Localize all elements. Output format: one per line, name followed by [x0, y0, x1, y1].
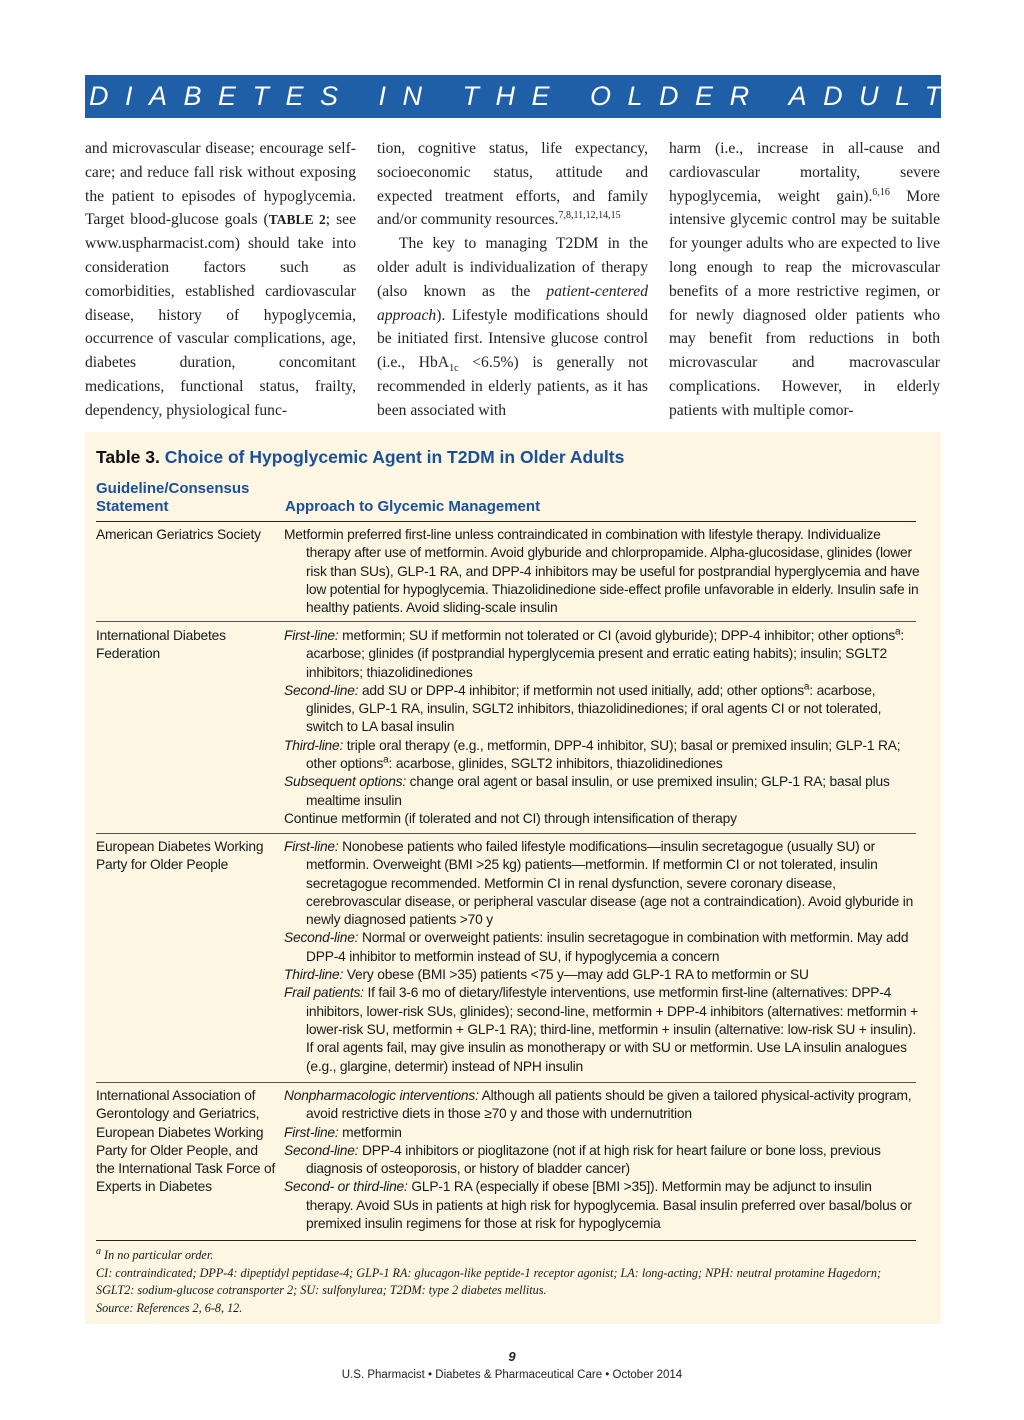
approach-cell: Metformin preferred first-line unless contraindicated in combination with lifestyle therapy. Individualize therapy after use of metformin. Avoid glyburide and chlorpropamide. Alpha-glucosidase, glinides (lower risk than SUs), GLP-1 RA, and DPP-4 inhibitors may be useful for postprandial hyperglycemia and have low potential for hypoglycemia. Thiazolidinedione side-effect profile unfavorable in elderly. Insulin safe in healthy patients. Avoid sliding-scale insulin — [284, 527, 920, 616]
section-banner — [85, 75, 958, 118]
guideline-cell: International Diabetes Federation — [96, 628, 226, 662]
table-reference: TABLE 2 — [268, 212, 326, 228]
guideline-cell: American Geriatrics Society — [96, 527, 261, 542]
body-column-1 — [85, 137, 356, 423]
approach-cell: First-line: Nonobese patients who failed lifestyle modifications—insulin secretagogue (usually SU) or metformin. Overweight (BMI >25 kg) patients—metformin. If metformin CI or not tolerated, insulin secretagogue recommended. Metformin CI in renal dysfunction, severe coronary disease, cerebrovascular disease, or peripheral vascular disease (age not a contraindication). Avoid glyburide in newly diagnosed patients >70 y Second-line: Normal or overweight patients: insulin secretagogue in combination with metformin. May add DPP-4 inhibitor to metformin instead of SU, if hypoglycemia a concern Third-line: Very obese (BMI >35) patients <75 y—may add GLP-1 RA to metformin or SU Frail patients: If fail 3-6 mo of dietary/lifestyle interventions, use metformin first-line (alternatives: DPP-4 inhibitors, lower-risk SUs, glinides); second-line, metformin + DPP-4 inhibitors (alternatives: metformin + lower-risk SU, metformin + GLP-1 RA); third-line, metformin + insulin (alternative: low-risk SU + insulin). If oral agents fail, may give insulin as monotherapy or with SU or metformin. Use LA insulin analogues (e.g., glargine, determir) instead of NPH insulin — [284, 839, 918, 1074]
citation: 6,16 — [872, 186, 890, 198]
paragraph: harm (i.e., increase in all-cause and cardiovascular mortality, severe hypoglycemia, weight gain).$^{6,16}$ More intensive glycemic control may be suitable for younger adults who are expected to live long enough to reap the microvascular benefits of a more restrictive regimen, or for newly diagnosed older patients who may benefit from reductions in both microvascular and macrovascular complications. However, in elderly patients with multiple comor- — [669, 140, 940, 419]
paragraph: tion, cognitive status, life expectancy, socioeconomic status, attitude and expected treatment efforts, and family and/or community resources.$^{7,8,11,12,14,15}$ — [377, 140, 648, 229]
page-number: 9 — [508, 1349, 516, 1364]
approach-cell: First-line: metformin; SU if metformin not tolerated or CI (avoid glyburide); DPP-4 inhibitor; other options$^a$: acarbose; glinides (if postprandial hyperglycemia present and erratic eating habits); insulin; SGLT2 inhibitors; thiazolidinediones Second-line: add SU or DPP-4 inhibitor; if metformin not used initially, add; other options$^a$: acarbose, glinides, GLP-1 RA, insulin, SGLT2 inhibitors, thiazolidinediones; if oral agents CI or not tolerated, switch to LA basal insulin Third-line: triple oral therapy (e.g., metformin, DPP-4 inhibitor, SU); basal or premixed insulin; GLP-1 RA; other options$^a$: acarbose, glinides, SGLT2 inhibitors, thiazolidinediones Subsequent options: change oral agent or basal insulin, or use premixed insulin; GLP-1 RA; basal plus mealtime insulin Continue metformin (if tolerated and not CI) through intensification of therapy — [284, 626, 905, 826]
table-footnotes — [96, 1247, 916, 1317]
divider — [96, 1082, 916, 1083]
banner-title: DIABETES IN THE OLDER ADULT — [89, 81, 958, 111]
divider — [96, 833, 916, 834]
approach-cell: Nonpharmacologic interventions: Although all patients should be given a tailored physical-activity program, avoid restrictive diets in those ≥70 y and those with undernutrition First-line: metformin Second-line: DPP-4 inhibitors or pioglitazone (not if at high risk for heart failure or bone loss, previous diagnosis of osteoporosis, or history of bladder cancer) Second- or third-line: GLP-1 RA (especially if obese [BMI >35]). Metformin may be adjunct to insulin therapy. Avoid SUs in patients at high risk for hypoglycemia. Basal insulin preferred over basal/bolus or premixed insulin regimens for those at risk for hypoglycemia — [284, 1088, 912, 1232]
body-column-3 — [669, 137, 940, 423]
page-footer — [0, 1348, 1024, 1384]
column-header-approach: Approach to Glycemic Management — [285, 498, 541, 515]
paragraph: The key to managing T2DM in the older adult is individualization of therapy (also known as the patient-centered approach). Lifestyle modifications should be initiated first. Intensive glucose control (i.e., HbA$_{1c}$ <6.5%) is generally not recommended in elderly patients, as it has been associated with — [377, 235, 648, 419]
table-3 — [85, 432, 941, 1324]
table-title: Table 3. Choice of Hypoglycemic Agent in T2DM in Older Adults — [96, 447, 625, 467]
body-column-2 — [377, 137, 648, 423]
abbreviations: CI: contraindicated; DPP-4: dipeptidyl peptidase-4; GLP-1 RA: glucagon-like peptide-1 receptor agonist; LA: long-acting; NPH: neutral protamine Hagedorn; SGLT2: sodium-glucose cotransporter 2; SU: sulfonylurea; T2DM: type 2 diabetes mellitus. — [96, 1265, 882, 1297]
publication-line: U.S. Pharmacist • Diabetes & Pharmaceutical Care • October 2014 — [341, 1369, 683, 1381]
citation: 7,8,11,12,14,15 — [558, 210, 621, 222]
table-source: Source: References 2, 6-8, 12. — [96, 1300, 243, 1315]
divider — [96, 1240, 916, 1241]
divider — [96, 621, 916, 622]
column-header-guideline: Guideline/Consensus Statement — [96, 480, 250, 515]
guideline-cell: European Diabetes Working Party for Older People — [96, 839, 264, 873]
paragraph: and microvascular disease; encourage self-care; and reduce fall risk without exposing the patient to episodes of hypoglycemia. Target blood-glucose goals (TABLE 2; see www.uspharmacist.com) should take into consideration factors such as comorbidities, established cardiovascular disease, history of hypoglycemia, occurrence of vascular complications, age, diabetes duration, concomitant medications, functional status, frailty, dependency, physiological func- — [85, 140, 356, 419]
guideline-cell: International Association of Gerontology and Geriatrics, European Diabetes Working Party for Older People, and the International Task Force of Experts in Diabetes — [96, 1088, 276, 1195]
footnote: $^a$ In no particular order. — [96, 1245, 214, 1262]
divider — [96, 521, 916, 522]
